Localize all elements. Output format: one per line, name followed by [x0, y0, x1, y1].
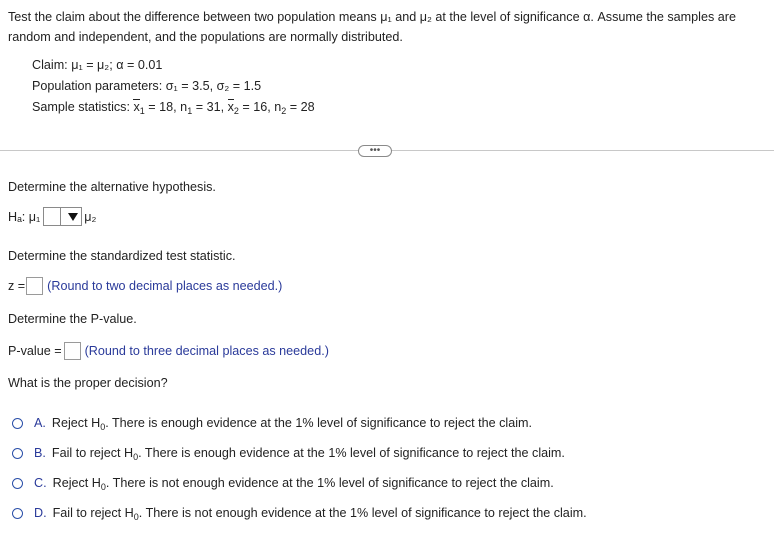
p-value-input[interactable] — [64, 342, 81, 360]
option-text: Fail to reject $H_0$. There is not enough evidence at the 1% level of significance to reject the claim. — [52, 506, 587, 522]
option-letter: A. — [34, 416, 46, 430]
option-letter: B. — [34, 446, 46, 460]
decision-prompt: What is the proper decision? — [8, 376, 168, 390]
option-text: Reject $H_0$. There is enough evidence at the 1% level of significance to reject the claim. — [51, 416, 533, 432]
z-label: z = — [8, 279, 26, 293]
radio-button[interactable] — [12, 418, 23, 429]
xbar1-value: 18 — [159, 100, 174, 114]
option-letter: D. — [34, 506, 47, 520]
alt-hypothesis-lhs: Hₐ: μ₁ — [8, 209, 41, 224]
p-value-prompt: Determine the P-value. — [8, 312, 137, 326]
radio-button[interactable] — [12, 508, 23, 519]
n2-value: 28 — [300, 100, 315, 114]
option-d[interactable] — [12, 506, 587, 520]
population-parameters-line — [32, 79, 261, 93]
more-button[interactable]: ••• — [358, 145, 392, 157]
option-text: Reject $H_0$. There is not enough evidence at the 1% level of significance to reject the claim. — [52, 476, 554, 492]
radio-button[interactable] — [12, 478, 23, 489]
z-input[interactable] — [26, 277, 43, 295]
params-value: σ₁ = 3.5, σ₂ = 1.5 — [165, 79, 262, 93]
alt-hypothesis-select-value[interactable] — [43, 207, 60, 226]
claim-label: Claim: — [32, 58, 68, 72]
alt-hypothesis-prompt: Determine the alternative hypothesis. — [8, 180, 216, 194]
xbar2-symbol: x — [227, 100, 234, 114]
xbar2-value: 16 — [253, 100, 268, 114]
n1-value: 31 — [206, 100, 221, 114]
chevron-down-icon — [68, 213, 78, 221]
test-statistic-prompt: Determine the standardized test statistic. — [8, 249, 236, 263]
option-c[interactable] — [12, 476, 554, 490]
stats-label: Sample statistics: — [32, 100, 130, 114]
option-a[interactable] — [12, 416, 532, 430]
alt-hypothesis-rhs: μ₂ — [84, 209, 97, 224]
problem-statement: Test the claim about the difference between two population means μ₁ and μ₂ at the level of significance α. Assume the samples are random and independent, and the populations are normally distributed. — [8, 10, 736, 44]
alt-hypothesis-dropdown[interactable] — [60, 207, 82, 226]
p-value-row — [8, 342, 329, 360]
claim-line — [32, 58, 162, 72]
sample-statistics-line: Sample statistics: $x_1 = 18$, $n_1 = 31$, $x_2 = 16$, $n_2 = 28$ — [32, 100, 315, 116]
option-text: Fail to reject $H_0$. There is enough evidence at the 1% level of significance to reject the claim. — [51, 446, 565, 462]
xbar1-symbol: x — [133, 100, 140, 114]
option-letter: C. — [34, 476, 47, 490]
option-b[interactable] — [12, 446, 565, 460]
params-label: Population parameters: — [32, 79, 163, 93]
alt-hypothesis-row — [8, 207, 96, 226]
test-statistic-row — [8, 277, 282, 295]
p-value-label: P-value = — [8, 344, 62, 358]
z-hint: (Round to two decimal places as needed.) — [47, 279, 283, 293]
radio-button[interactable] — [12, 448, 23, 459]
p-value-hint: (Round to three decimal places as needed.) — [84, 344, 329, 358]
claim-value: μ₁ = μ₂; α = 0.01 — [71, 58, 163, 72]
